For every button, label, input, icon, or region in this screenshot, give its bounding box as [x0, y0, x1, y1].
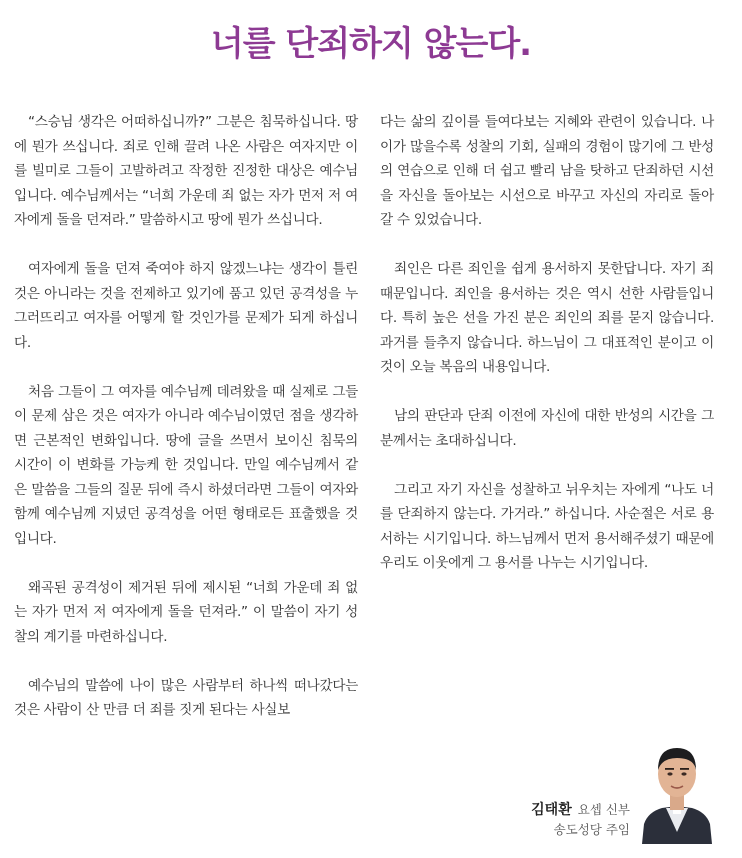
- author-line: [531, 800, 630, 820]
- paragraph: 여자에게 돌을 던져 죽여야 하지 않겠느냐는 생각이 틀린 것은 아니라는 것을 전제하고 있기에 품고 있던 공격성을 누그러뜨리고 여자를 어떻게 할 것인가를 문제가 되게 하십니다.: [14, 261, 358, 351]
- paragraph-continued: 다는 삶의 깊이를 들여다보는 지혜와 관련이 있습니다. 나이가 많을수록 성찰의 기회, 실패의 경험이 많기에 그 반성의 연습으로 인해 더 쉽고 빨리 남을 탓하고 단죄하던 시선을 자신을 돌아보는 시선으로 바꾸고 자신의 자리로 돌아갈 수 있었습니다.: [380, 114, 714, 228]
- paragraph: 남의 판단과 단죄 이전에 자신에 대한 반성의 시간을 그분께서는 초대하십니다.: [380, 408, 714, 449]
- author-signature: [531, 800, 630, 840]
- author-name: 김태환: [531, 802, 572, 818]
- author-title: 요셉 신부: [577, 802, 630, 817]
- paragraph: 예수님의 말씀에 나이 많은 사람부터 하나씩 떠나갔다는 것은 사람이 산 만큼 더 죄를 짓게 된다는 사실보: [14, 677, 358, 718]
- page-title: 너를 단죄하지 않는다.: [210, 24, 532, 64]
- paragraph: 그리고 자기 자신을 성찰하고 뉘우치는 자에게 “나도 너를 단죄하지 않는다. 가거라.” 하십니다. 사순절은 서로 용서하는 시기입니다. 하느님께서 먼저 용서해주셨기 때문에 우리도 이웃에게 그 용서를 나누는 시기입니다.: [380, 481, 714, 571]
- paragraph: 처음 그들이 그 여자를 예수님께 데려왔을 때 실제로 그들이 문제 삼은 것은 여자가 아니라 예수님이였던 점을 생각하면 근본적인 변화입니다. 땅에 글을 쓰면서 보이신 침묵의 시간이 이 변화를 가능케 한 것입니다. 만일 예수님께서 같은 말씀을 그들의 질문 뒤에 즉시 하셨더라면 그들이 여자와 함께 예수님께 지녔던 공격성을 어떤 형태로든 표출했을 것입니다.: [14, 383, 358, 547]
- paragraph: 왜곡된 공격성이 제거된 뒤에 제시된 “너희 가운데 죄 없는 자가 먼저 저 여자에게 돌을 던져라.” 이 말씀이 자기 성찰의 계기를 마련하십니다.: [14, 579, 358, 645]
- left-column: [14, 110, 358, 723]
- author-photo: [636, 736, 718, 844]
- right-column: [380, 110, 714, 576]
- paragraph: 죄인은 다른 죄인을 쉽게 용서하지 못한답니다. 자기 죄 때문입니다. 죄인을 용서하는 것은 역시 선한 사람들입니다. 특히 높은 선을 가진 분은 죄인의 죄를 묻지 않습니다. 과거를 들추지 않습니다. 하느님이 그 대표적인 분이고 이것이 오늘 복음의 내용입니다.: [380, 261, 714, 375]
- paragraph: “스승님 생각은 어떠하십니까?” 그분은 침묵하십니다. 땅에 뭔가 쓰십니다. 죄로 인해 끌려 나온 사람은 여자지만 이를 빌미로 그들이 고발하려고 작정한 진정한 대상은 예수님입니다. 예수님께서는 “너희 가운데 죄 없는 자가 먼저 저 여자에게 돌을 던져라.” 말씀하시고 땅에 뭔가 쓰십니다.: [14, 114, 358, 228]
- author-parish: 송도성당 주임: [553, 822, 630, 837]
